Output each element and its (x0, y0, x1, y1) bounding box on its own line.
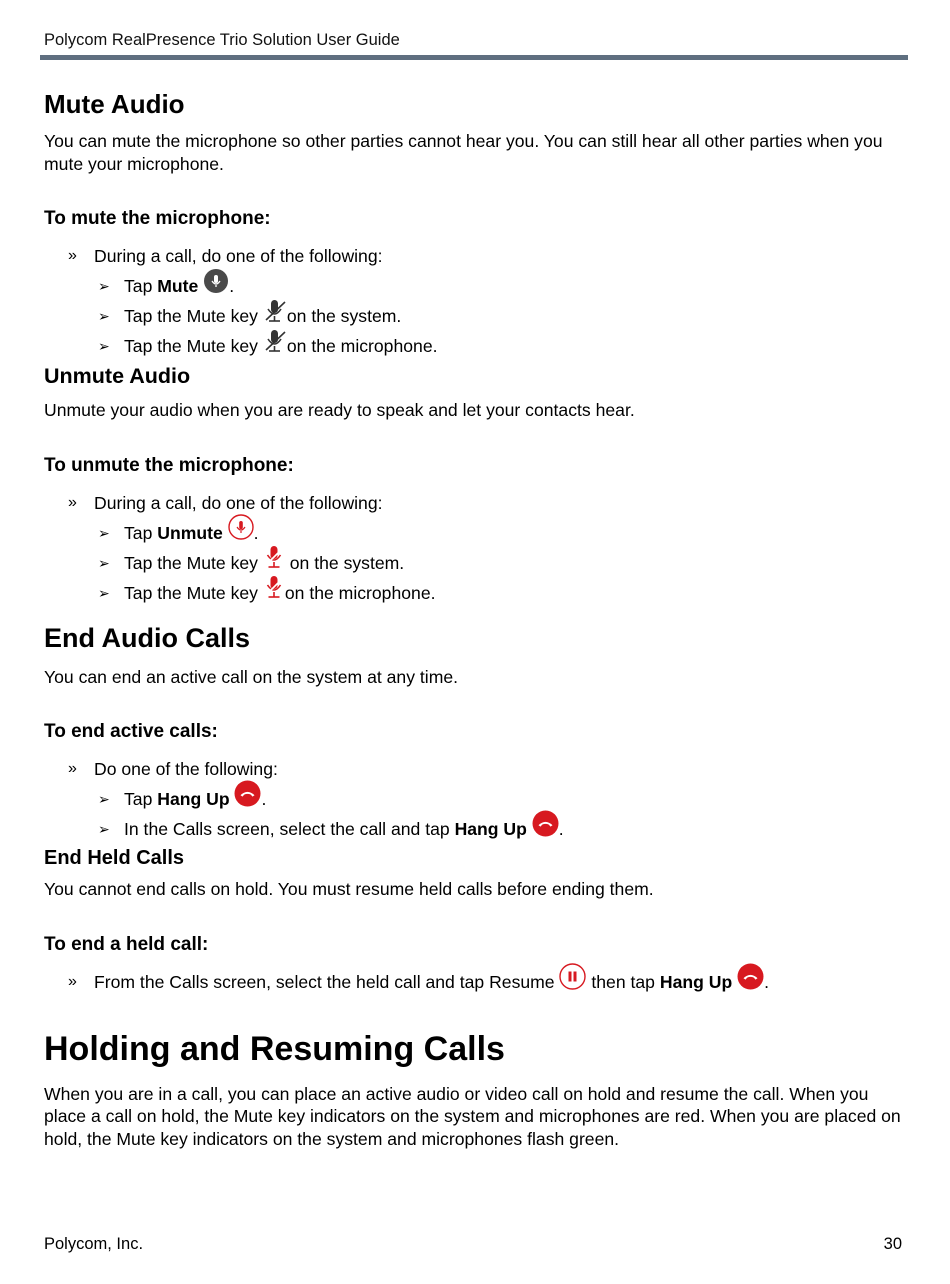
header-rule (40, 55, 908, 60)
mute-label: Mute (157, 276, 199, 296)
procedure-title-end-held: To end a held call: (44, 933, 209, 955)
option-tap-unmute: ➢ Tap Unmute . (44, 518, 906, 548)
option-tap-hang-up: ➢ Tap Hang Up . (44, 784, 906, 814)
page-number: 30 (883, 1235, 902, 1253)
holding-body: When you are in a call, you can place an active audio or video call on hold and resume the call. When you place a call on hold, the Mute key indicators on the system and microphones are red. When you are placed on hold, the Mute key indicators on the system and microphones flash green. (44, 1083, 901, 1149)
option-mute-key-microphone: ➢ Tap the Mute key on the microphone. (44, 578, 906, 608)
resume-icon (559, 963, 586, 999)
hang-up-label: Hang Up (157, 789, 230, 809)
red-muted-microphone-icon (263, 574, 285, 609)
page-content (44, 86, 906, 1150)
option-mute-key-system: ➢ Tap the Mute key on the system. (44, 548, 906, 578)
unmute-button-icon (228, 514, 254, 549)
procedure-step: » During a call, do one of the following: (68, 246, 383, 266)
unmute-label: Unmute (157, 522, 223, 543)
microphone-button-icon (203, 268, 229, 303)
hang-up-icon (532, 810, 559, 846)
option-mute-key-system: ➢ Tap the Mute key on the system. (44, 301, 906, 331)
end-held-calls-intro: You cannot end calls on hold. You must resume held calls before ending them. (44, 879, 654, 899)
muted-microphone-icon (263, 328, 287, 363)
procedure-title-unmute: To unmute the microphone: (44, 454, 294, 476)
option-mute-key-microphone: ➢ Tap the Mute key on the microphone. (44, 331, 906, 361)
section-heading-end-held-calls: End Held Calls (44, 847, 185, 869)
chapter-heading-holding: Holding and Resuming Calls (44, 1029, 505, 1068)
hang-up-icon (737, 963, 764, 999)
unmute-audio-intro: Unmute your audio when you are ready to speak and let your contacts hear. (44, 400, 635, 420)
mute-audio-intro: You can mute the microphone so other parties cannot hear you. You can still hear all other parties when you mute your microphone. (44, 131, 883, 174)
section-heading-unmute-audio: Unmute Audio (44, 364, 191, 388)
option-tap-mute: ➢ Tap Mute . (44, 271, 906, 301)
procedure-title-end-calls: To end active calls: (44, 721, 218, 742)
section-heading-mute-audio: Mute Audio (44, 89, 185, 119)
hang-up-icon (234, 780, 261, 816)
end-audio-calls-intro: You can end an active call on the system at any time. (44, 666, 459, 687)
running-header: Polycom RealPresence Trio Solution User Guide (44, 31, 400, 49)
option-calls-screen-hang-up: ➢ In the Calls screen, select the call and tap Hang Up . (44, 814, 906, 844)
hang-up-label: Hang Up (659, 971, 733, 992)
section-heading-end-audio-calls: End Audio Calls (44, 622, 251, 653)
procedure-step: » From the Calls screen, select the held call and tap Resume then tap Hang Up . (44, 967, 906, 997)
procedure-step: » During a call, do one of the following: (68, 492, 383, 513)
procedure-title-mute: To mute the microphone: (44, 208, 271, 229)
procedure-step: » Do one of the following: (68, 759, 278, 779)
hang-up-label: Hang Up (454, 819, 527, 839)
footer-company: Polycom, Inc. (44, 1235, 144, 1253)
